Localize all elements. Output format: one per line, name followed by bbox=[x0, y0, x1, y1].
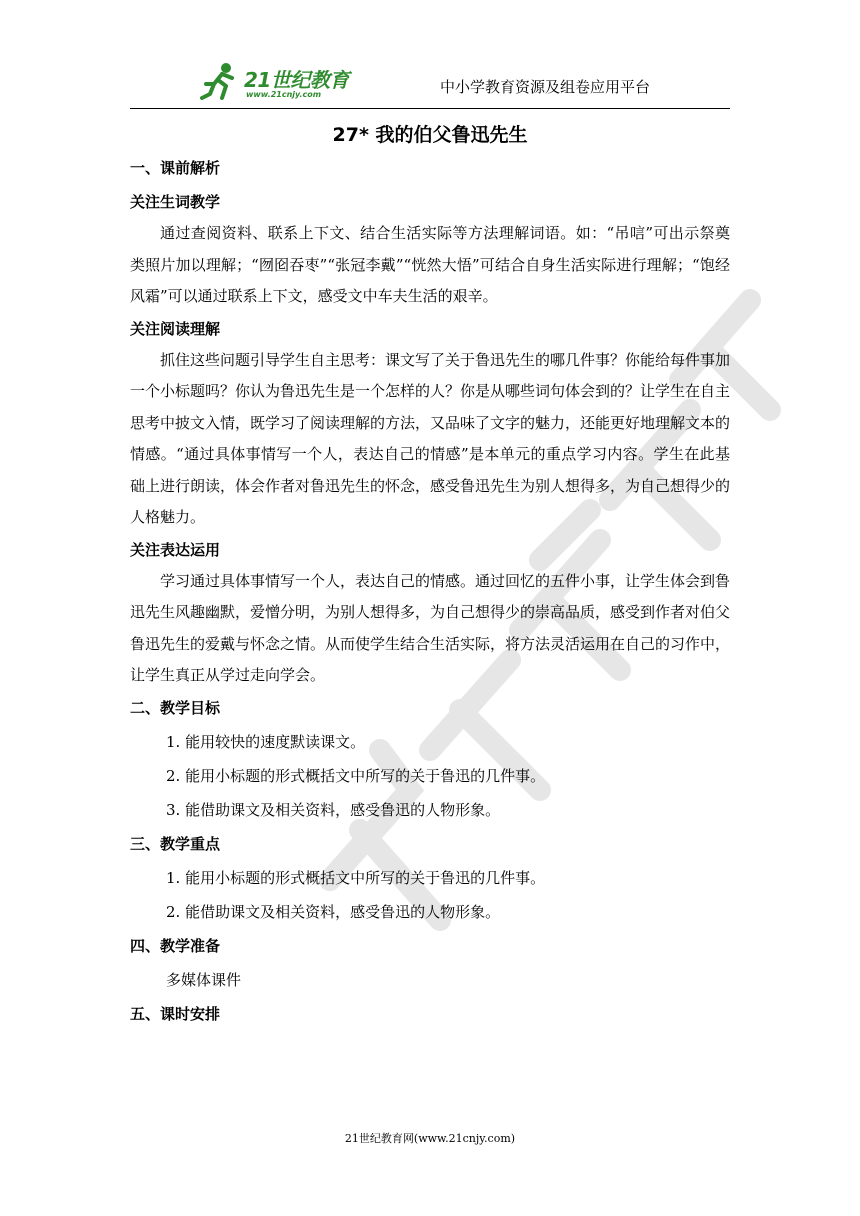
section-heading-4: 四、教学准备 bbox=[130, 936, 221, 955]
page-title: 27* 我的伯父鲁迅先生 bbox=[332, 124, 528, 146]
paragraph-expression: 学习通过具体事情写一个人，表达自己的情感。通过回忆的五件小事，让学生体会到鲁迅先生风趣幽默，爱憎分明，为别人想得多，为自己想得少的崇高品质，感受到作者对伯父鲁迅先生的爱戴与怀念之情。从而使学生结合生活实际，将方法灵活运用在自己的习作中，让学生真正从学过走向学会。 bbox=[130, 571, 731, 684]
page-footer: 21世纪教育网(www.21cnjy.com) bbox=[344, 1132, 516, 1145]
goal-item: 2. 能用小标题的形式概括文中所写的关于鲁迅的几件事。 bbox=[166, 766, 546, 785]
subheading-vocabulary: 关注生词教学 bbox=[130, 193, 221, 211]
paragraph-vocabulary: 通过查阅资料、联系上下文、结合生活实际等方法理解词语。如：“吊唁”可出示祭奠类照片加以理解；“囫囵吞枣”“张冠李戴”“恍然大悟”可结合自身生活实际进行理解；“饱经风霜”可以通过联系上下文，感受文中车夫生活的艰辛。 bbox=[130, 224, 730, 305]
section-heading-5: 五、课时安排 bbox=[130, 1004, 221, 1023]
subheading-expression: 关注表达运用 bbox=[130, 540, 221, 559]
document-body bbox=[130, 152, 730, 1032]
section-heading-1: 一、课前解析 bbox=[130, 159, 221, 177]
logo-text: 21世纪教育 bbox=[244, 68, 349, 92]
page-header bbox=[130, 58, 730, 109]
platform-name: 中小学教育资源及组卷应用平台 bbox=[439, 78, 650, 96]
subheading-reading: 关注阅读理解 bbox=[130, 319, 221, 338]
section-heading-3: 三、教学重点 bbox=[130, 834, 221, 853]
goal-item: 1. 能用较快的速度默读课文。 bbox=[166, 732, 366, 751]
focus-item: 1. 能用小标题的形式概括文中所写的关于鲁迅的几件事。 bbox=[166, 868, 546, 887]
runner-icon bbox=[200, 62, 240, 102]
logo-url: www.21cnjy.com bbox=[246, 90, 322, 99]
goal-item: 3. 能借助课文及相关资料，感受鲁迅的人物形象。 bbox=[166, 800, 501, 819]
paragraph-reading: 抓住这些问题引导学生自主思考：课文写了关于鲁迅先生的哪几件事？你能给每件事加一个小标题吗？你认为鲁迅先生是一个怎样的人？你是从哪些词句体会到的？让学生在自主思考中披文入情，既学习了阅读理解的方法，又品味了文字的魅力，还能更好地理解文本的情感。“通过具体事情写一个人，表达自己的情感”是本单元的重点学习内容。学生在此基础上进行朗读，体会作者对鲁迅先生的怀念，感受鲁迅先生为别人想得多，为自己想得少的人格魅力。 bbox=[130, 350, 731, 526]
focus-item: 2. 能借助课文及相关资料，感受鲁迅的人物形象。 bbox=[166, 902, 501, 921]
section-heading-2: 二、教学目标 bbox=[130, 698, 221, 717]
preparation-text: 多媒体课件 bbox=[166, 970, 242, 989]
site-logo bbox=[200, 62, 360, 104]
